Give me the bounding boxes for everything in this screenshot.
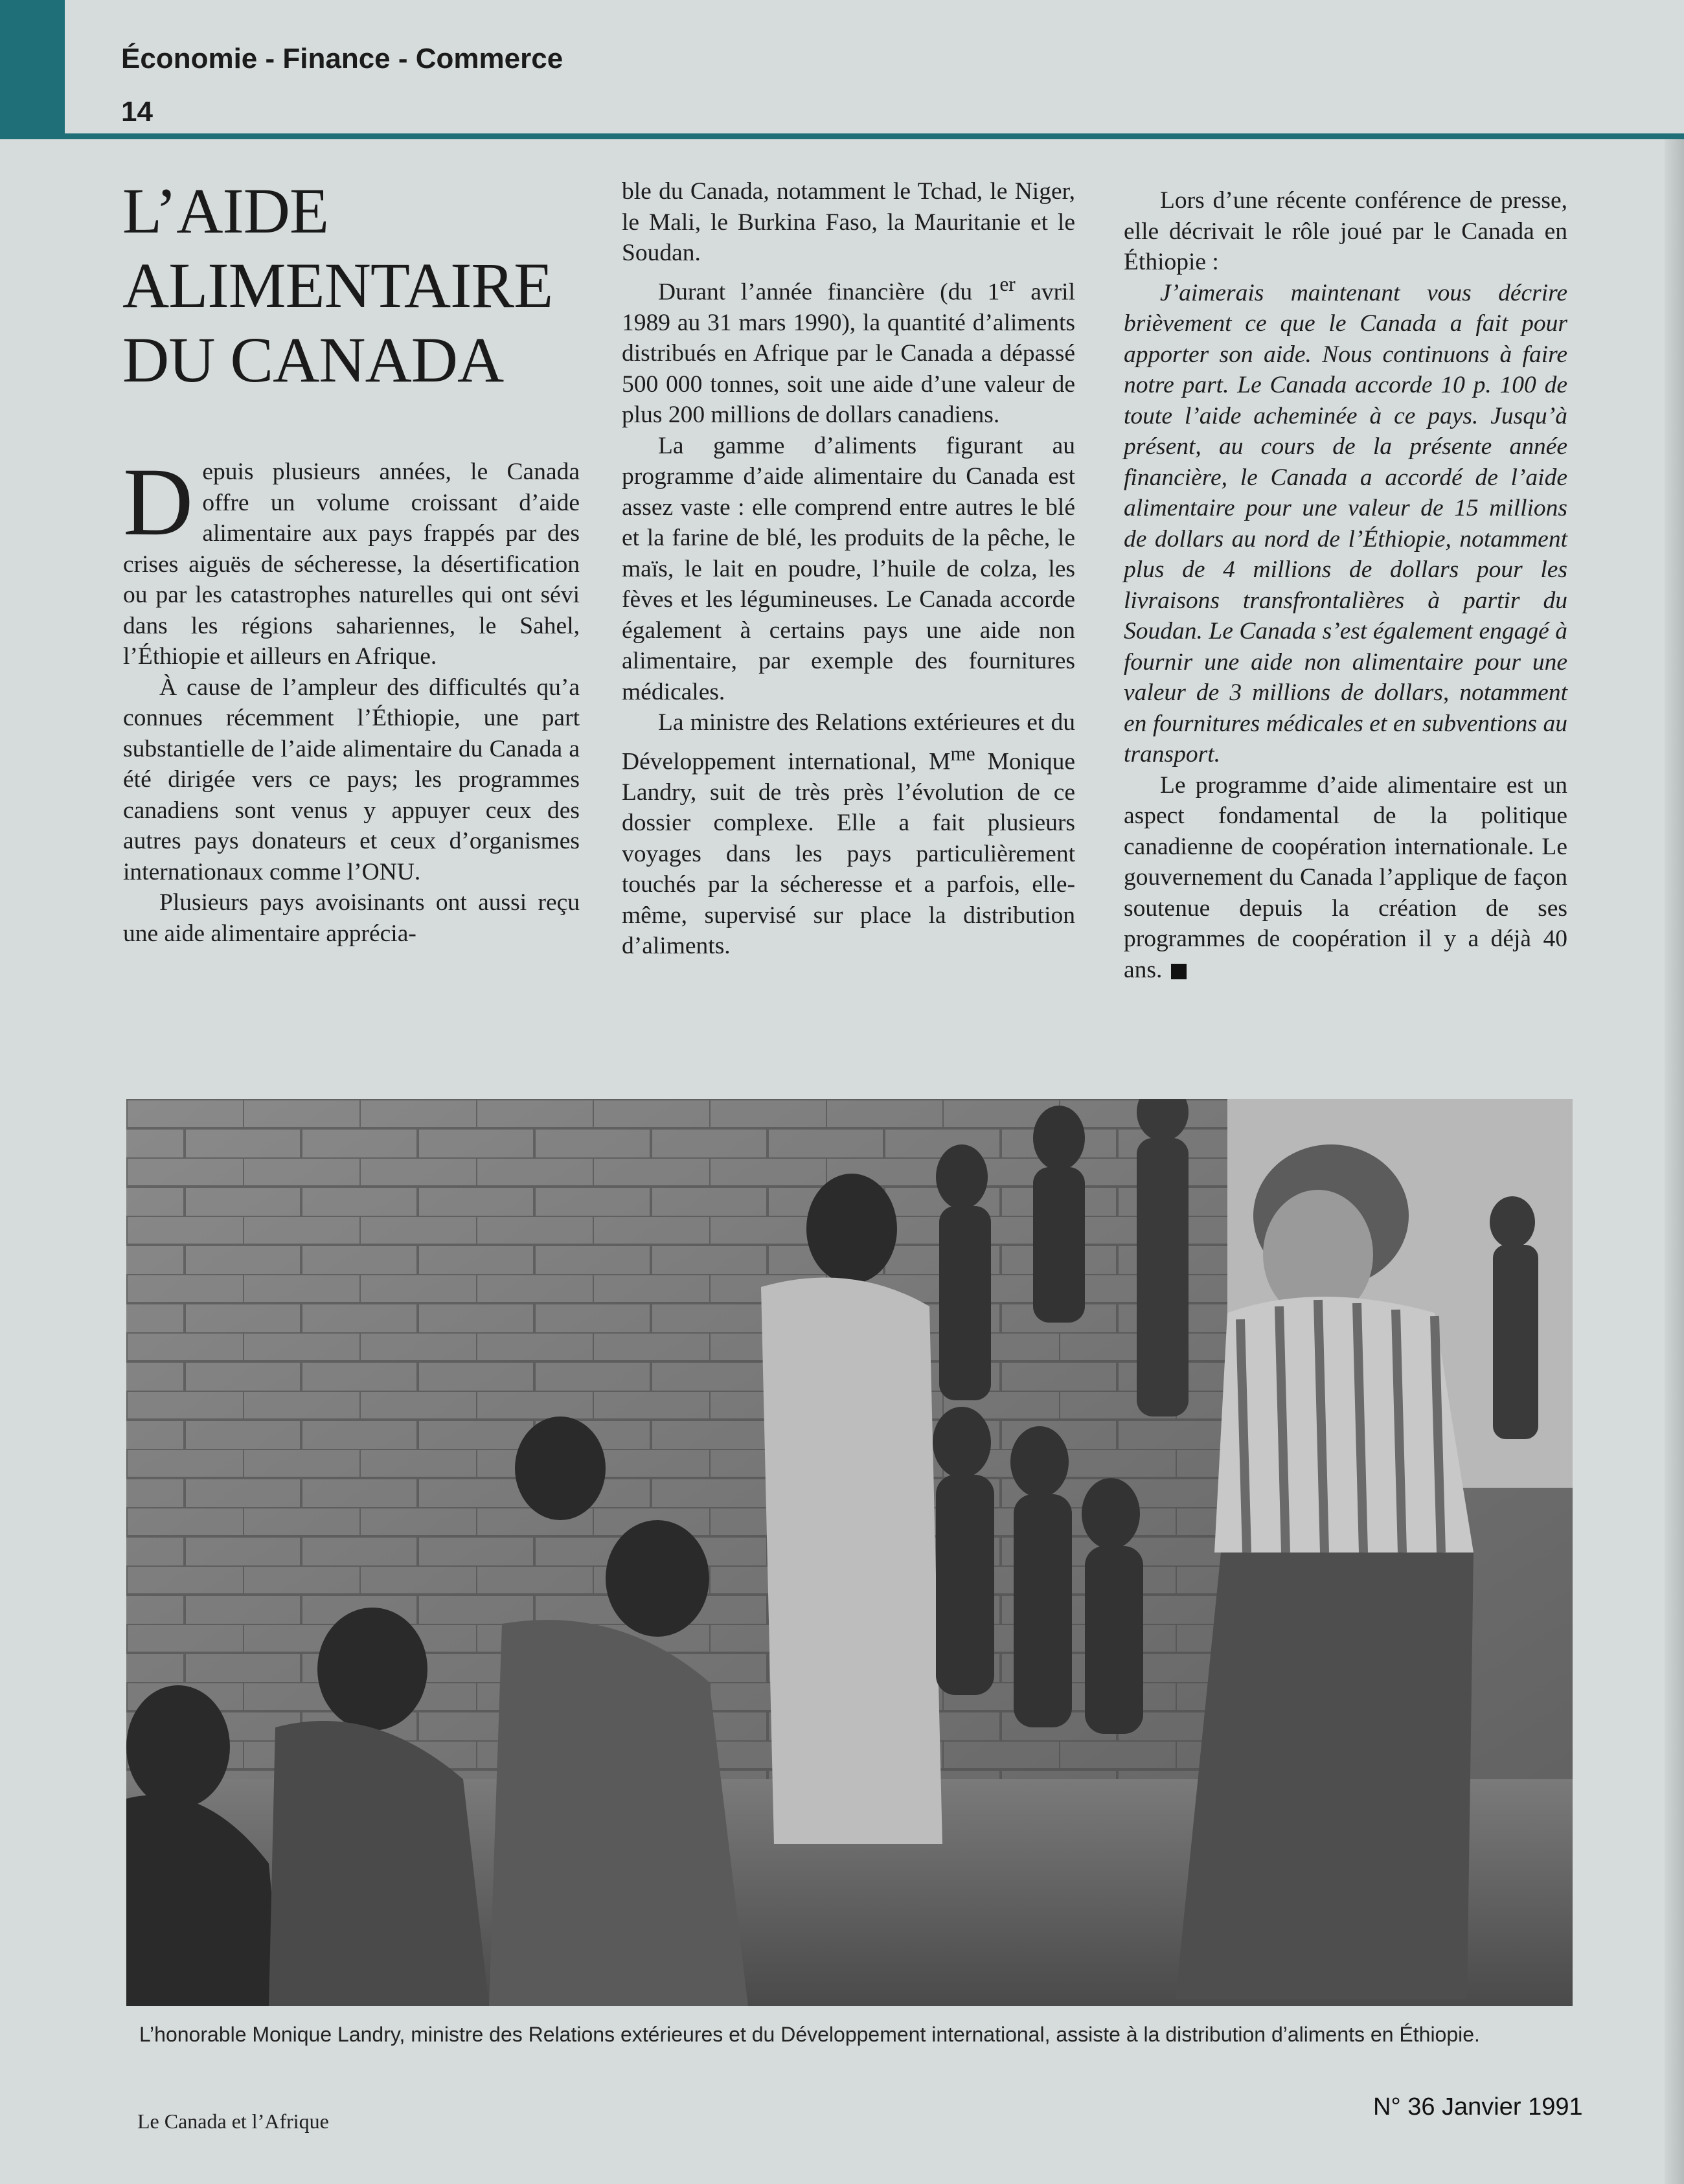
photo-illustration: [126, 1099, 1573, 2006]
page-edge-shadow: [1665, 139, 1684, 2184]
end-of-article-mark: [1171, 964, 1187, 979]
paragraph: [1124, 770, 1567, 986]
paragraph: [622, 269, 1075, 431]
paragraph: À cause de l’ampleur des difficultés qu’a connues récemment l’Éthiopie, une part substantielle de l’aide alimentaire du Canada a été dirigée vers ce pays; les programmes canadiens sont venus y appuyer ceux des autres pays donateurs et ceux d’organismes internationaux comme l’ONU.: [123, 674, 580, 885]
article-photo: [126, 1099, 1573, 2006]
title-line: DU CANADA: [122, 324, 504, 396]
photo-caption: L’honorable Monique Landry, ministre des Relations extérieures et du Développement international, assiste à la distribution d’aliments en Éthiopie.: [139, 2023, 1480, 2046]
paragraph: La gamme d’aliments figurant au programme d’aide alimentaire du Canada est assez vaste : elle comprend entre autres le blé et la farine de blé, les produits de la pêche, le maïs, le lait en poudre, l’huile de colza, les fèves et les légumineuses. Le Canada accorde également à certains pays une aide non alimentaire, par exemple des fournitures médicales.: [622, 432, 1075, 705]
paragraph: Plusieurs pays avoisinants ont aussi reçu une aide alimentaire apprécia-: [123, 889, 580, 947]
paragraph: [123, 448, 580, 672]
title-line: ALIMENTAIRE: [122, 249, 553, 321]
article-column-3: [1124, 185, 1567, 985]
paragraph-text: Le programme d’aide alimentaire est un aspect fondamental de la politique canadienne de coopération internationale. Le gouvernement du Canada l’applique de façon soutenue depuis la création de ses programmes de coopération il y a déjà 40 ans.: [1124, 771, 1567, 983]
page-number: 14: [121, 96, 153, 128]
article-column-2: [622, 176, 1075, 962]
drop-cap: D: [123, 448, 194, 556]
paragraph: ble du Canada, notamment le Tchad, le Niger, le Mali, le Burkina Faso, la Mauritanie et le Soudan.: [622, 178, 1075, 266]
header-accent-block: [0, 0, 65, 139]
superscript: me: [950, 742, 975, 765]
paragraph-text: avril 1989 au 31 mars 1990), la quantité d’aliments distribués en Afrique par le Canada a dépassé 500 000 tonnes, soit une aide d’une valeur de plus 200 millions de dollars canadiens.: [622, 279, 1075, 428]
superscript: er: [999, 272, 1016, 295]
paragraph-text: Durant l’année financière (du 1: [658, 279, 1000, 305]
paragraph-text: La ministre des Relations extérieures et du Développement international, M: [622, 709, 1075, 775]
paragraph-text: Monique Landry, suit de très près l’évolution de ce dossier complexe. Elle a fait plusieurs voyages dans les pays particulièrement touchés par la sécheresse et a parfois, elle-même, supervisé sur place la distribution d’aliments.: [622, 748, 1075, 959]
article-title: [122, 174, 615, 397]
paragraph-text: epuis plusieurs années, le Canada offre un volume croissant d’aide alimentaire aux pays frappés par des crises aiguës de sécheresse, la désertification ou par les catastrophes naturelles qui ont sévi dans les régions sahariennes, le Sahel, l’Éthiopie et ailleurs en Afrique.: [123, 459, 580, 670]
paragraph: [622, 707, 1075, 962]
issue-info: N° 36 Janvier 1991: [1373, 2093, 1583, 2121]
section-title: Économie - Finance - Commerce: [121, 43, 563, 74]
quotation: J’aimerais maintenant vous décrire brièvement ce que le Canada a fait pour apporter son aide. Nous continuons à faire notre part. Le Canada accorde 10 p. 100 de toute l’aide acheminée à ce pays. Jusqu’à présent, au cours de la présente année financière, le Canada a accordé de l’aide alimentaire pour une valeur de 15 millions de dollars au nord de l’Éthiopie, notamment plus de 4 millions de dollars pour les livraisons transfrontalières à partir du Soudan. Le Canada s’est également engagé à fournir une aide non alimentaire pour une valeur de 3 millions de dollars, notamment en fournitures médicales et en subventions au transport.: [1124, 279, 1567, 768]
header-rule: [65, 133, 1684, 139]
publication-name: Le Canada et l’Afrique: [137, 2110, 329, 2133]
article-column-1: [123, 448, 580, 949]
paragraph: Lors d’une récente conférence de presse, elle décrivait le rôle joué par le Canada en Éthiopie :: [1124, 187, 1567, 275]
title-line: L’AIDE: [122, 175, 329, 247]
